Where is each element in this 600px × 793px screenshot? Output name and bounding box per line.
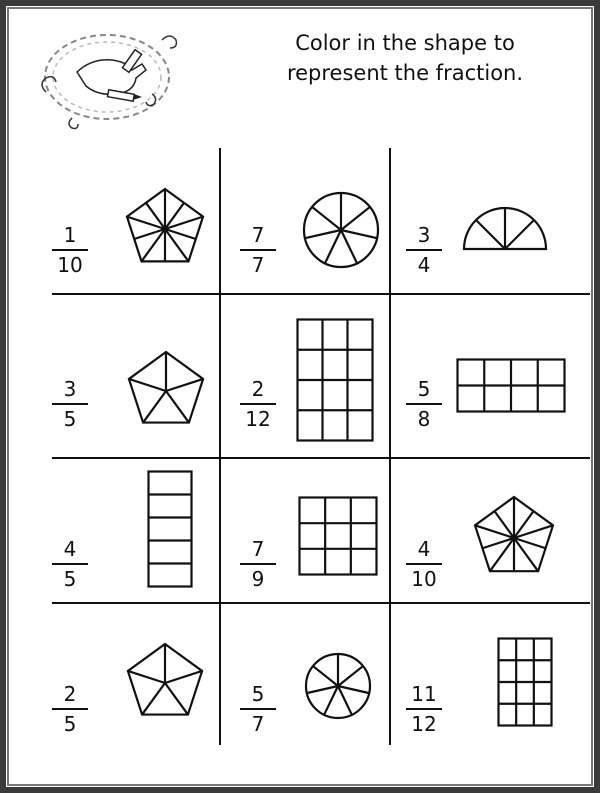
fraction-numerator: 1	[63, 223, 77, 247]
fraction-bar	[240, 249, 276, 251]
grid-shape-12[interactable]	[497, 637, 553, 727]
fraction-numerator: 7	[251, 537, 265, 561]
fraction-denominator: 5	[63, 712, 77, 736]
fraction-denominator: 10	[411, 567, 437, 591]
fraction-4	[48, 378, 92, 430]
fraction-bar	[240, 708, 276, 710]
fraction-8	[236, 538, 280, 590]
fraction-bar	[52, 563, 88, 565]
fraction-numerator: 5	[417, 377, 431, 401]
fraction-bar	[406, 249, 442, 251]
grid-shape-5[interactable]	[296, 318, 374, 442]
fraction-bar	[240, 403, 276, 405]
fraction-1	[48, 224, 92, 276]
pentagon-shape-10[interactable]	[124, 640, 206, 718]
fraction-11	[236, 683, 280, 735]
circle-shape-2[interactable]	[302, 191, 380, 269]
fraction-2	[236, 224, 280, 276]
fraction-numerator: 11	[411, 682, 437, 706]
fraction-numerator: 4	[63, 537, 77, 561]
grid-shape-7[interactable]	[147, 470, 193, 588]
fraction-denominator: 5	[63, 407, 77, 431]
fraction-9	[402, 538, 446, 590]
fraction-bar	[52, 708, 88, 710]
fraction-denominator: 8	[417, 407, 431, 431]
semicircle-shape-3[interactable]	[462, 205, 548, 251]
fraction-denominator: 12	[245, 407, 271, 431]
fraction-6	[402, 378, 446, 430]
fraction-numerator: 7	[251, 223, 265, 247]
fraction-bar	[406, 708, 442, 710]
fraction-denominator: 7	[251, 712, 265, 736]
fraction-denominator: 12	[411, 712, 437, 736]
pentagon-shape-4[interactable]	[125, 348, 207, 426]
fraction-bar	[52, 249, 88, 251]
fraction-bar	[406, 403, 442, 405]
grid-shape-8[interactable]	[298, 496, 378, 576]
fraction-12	[402, 683, 446, 735]
fraction-numerator: 4	[417, 537, 431, 561]
fraction-bar	[240, 563, 276, 565]
fraction-numerator: 2	[251, 377, 265, 401]
fraction-denominator: 4	[417, 253, 431, 277]
fraction-bar	[52, 403, 88, 405]
pentagon-shape-1[interactable]	[120, 185, 210, 265]
fraction-denominator: 7	[251, 253, 265, 277]
instructions-line-2: represent the fraction.	[286, 61, 524, 85]
fraction-denominator: 5	[63, 567, 77, 591]
fraction-5	[236, 378, 280, 430]
fraction-10	[48, 683, 92, 735]
fraction-7	[48, 538, 92, 590]
fraction-denominator: 9	[251, 567, 265, 591]
grid-shape-6[interactable]	[456, 358, 566, 413]
instructions-line-1: Color in the shape to	[295, 31, 515, 55]
fraction-numerator: 3	[63, 377, 77, 401]
fraction-3	[402, 224, 446, 276]
fraction-numerator: 3	[417, 223, 431, 247]
fraction-numerator: 5	[251, 682, 265, 706]
circle-shape-11[interactable]	[304, 651, 372, 721]
fraction-bar	[406, 563, 442, 565]
pentagon-shape-9[interactable]	[470, 493, 558, 575]
fraction-numerator: 2	[63, 682, 77, 706]
fraction-denominator: 10	[57, 253, 83, 277]
